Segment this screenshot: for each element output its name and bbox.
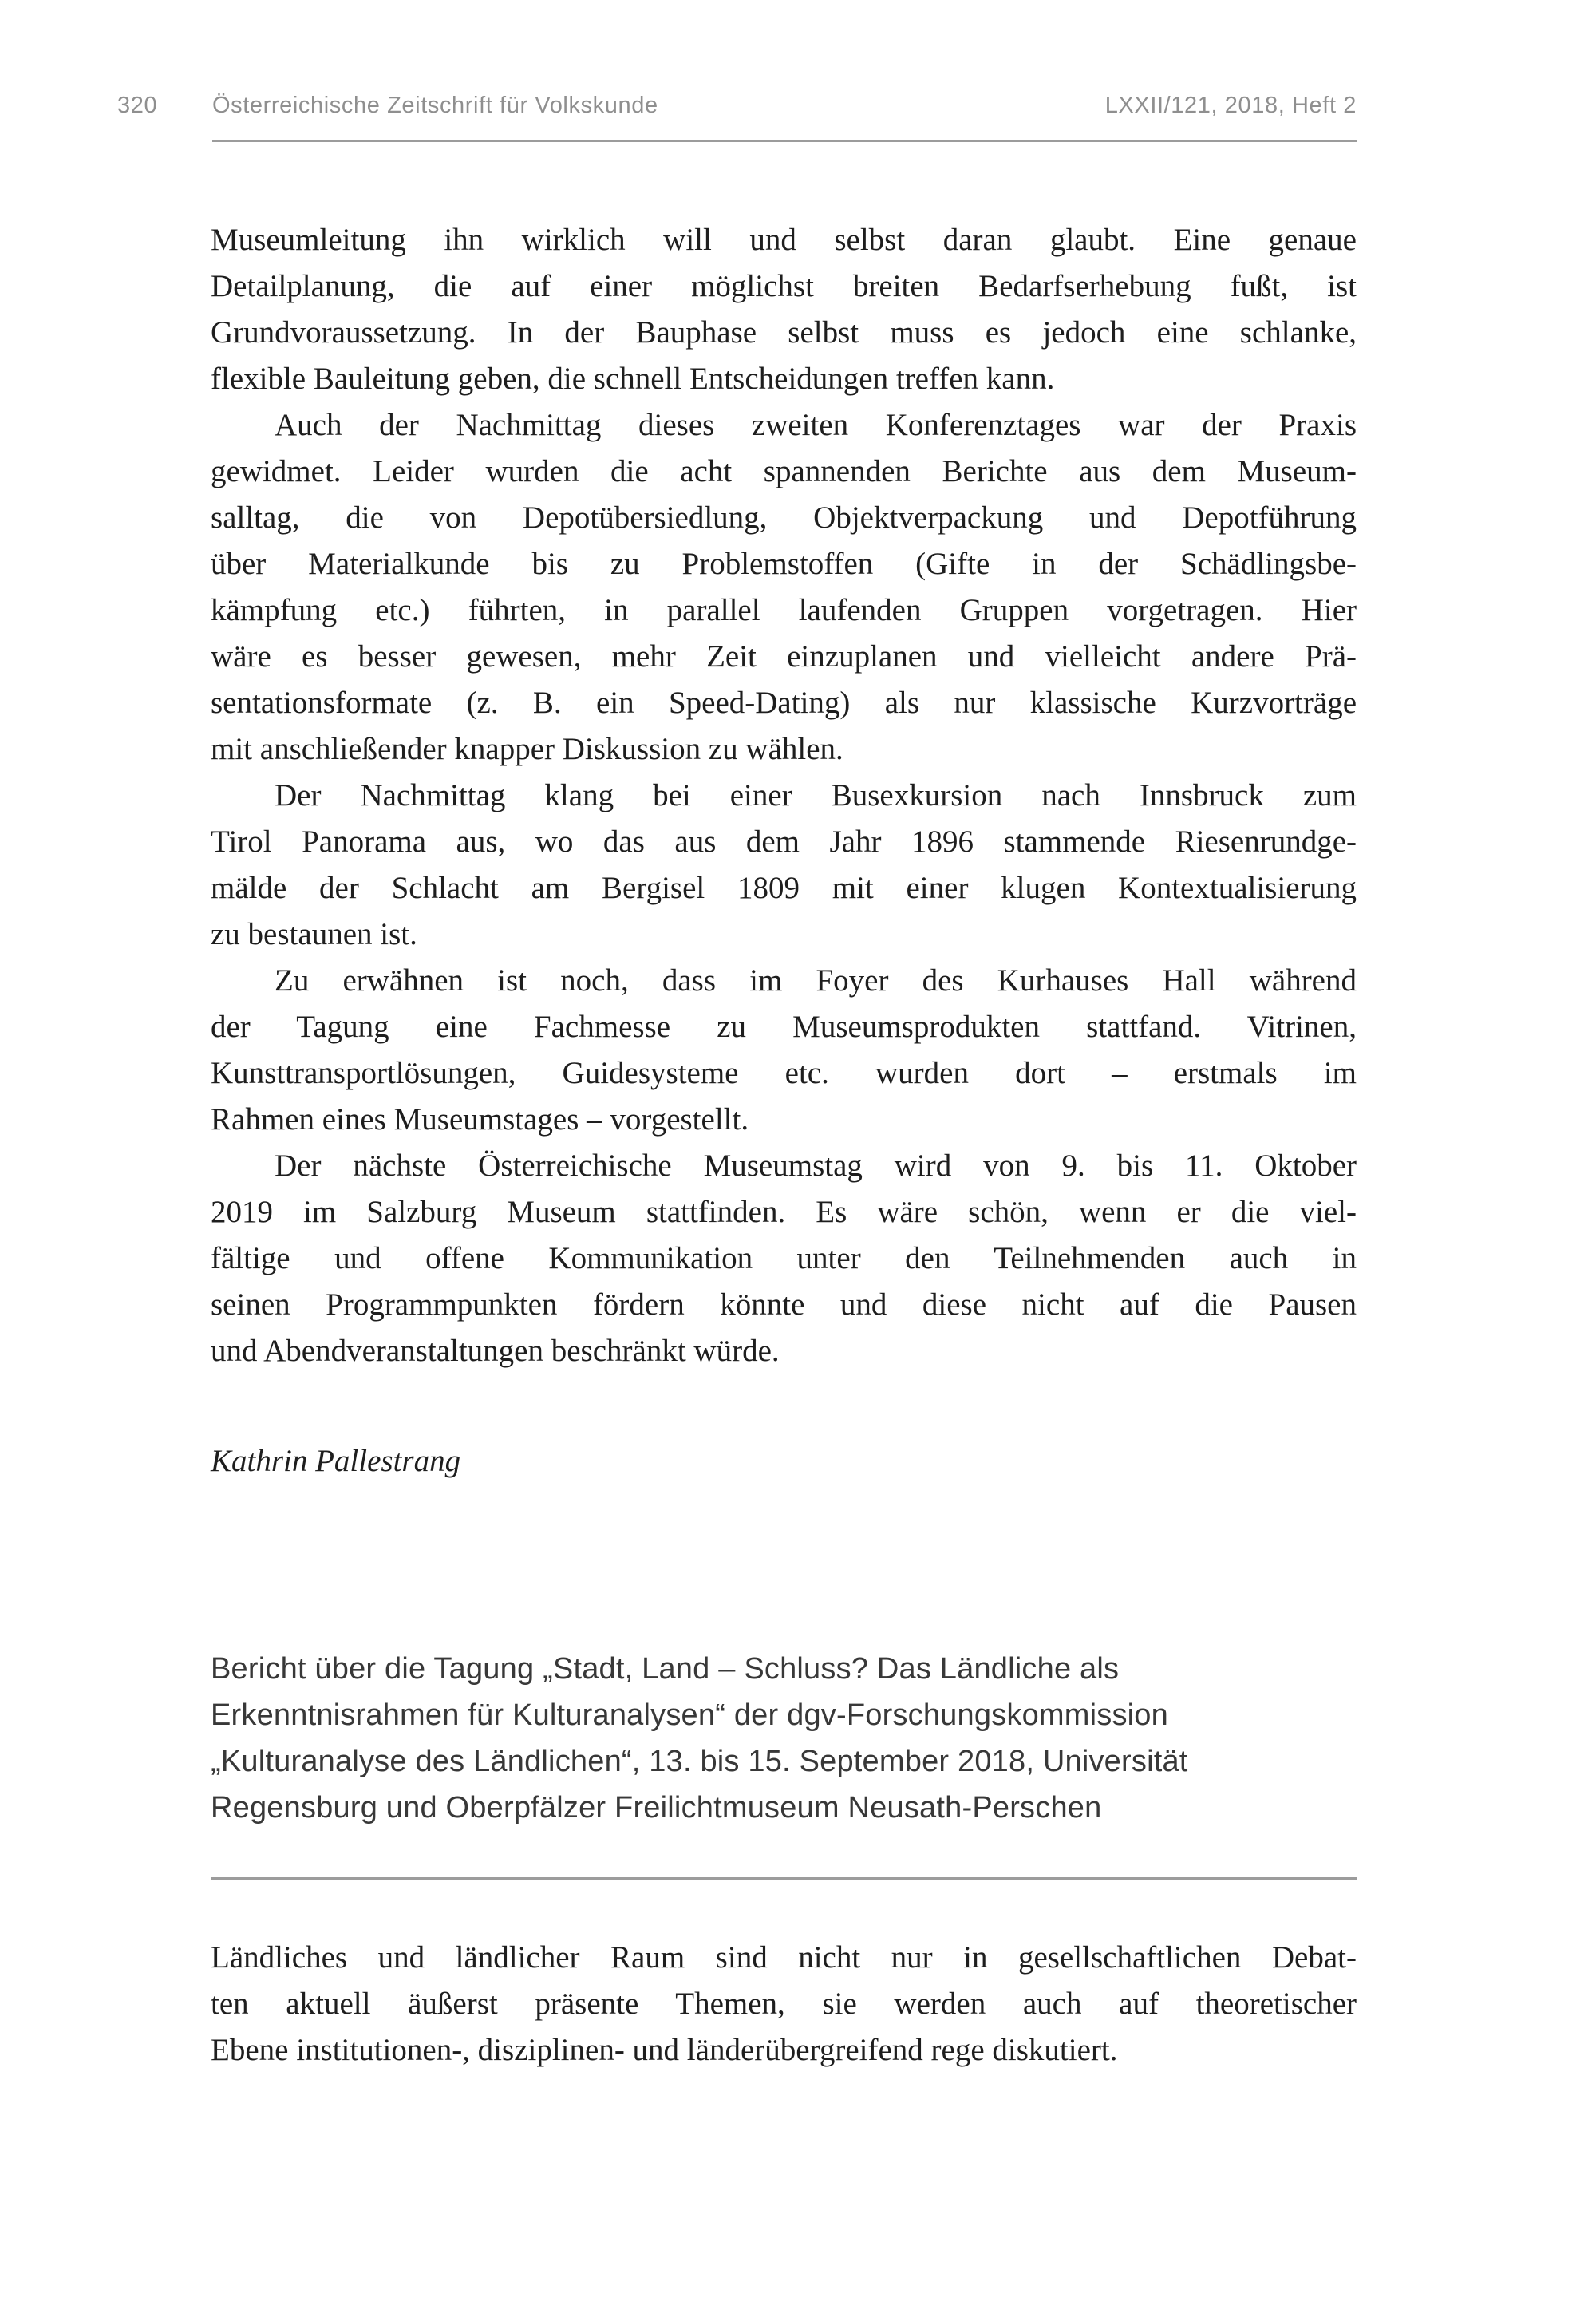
paragraph <box>211 773 1357 958</box>
heading-line: Bericht über die Tagung „Stadt, Land – Schluss? Das Ländliche als <box>211 1652 1120 1686</box>
body-line: wäre es besser gewesen, mehr Zeit einzuplanen und vielleicht andere Prä- <box>211 639 1357 674</box>
paragraph <box>211 1935 1357 2074</box>
body-line: ten aktuell äußerst präsente Themen, sie werden auch auf theoretischer <box>211 1987 1357 2021</box>
heading-line: „Kulturanalyse des Ländlichen“, 13. bis 15. September 2018, Universität <box>211 1745 1188 1778</box>
journal-title: Österreichische Zeitschrift für Volkskunde <box>212 93 658 118</box>
body-line: 2019 im Salzburg Museum stattfinden. Es wäre schön, wenn er die viel- <box>211 1195 1357 1229</box>
body-line: Museumleitung ihn wirklich will und selbst daran glaubt. Eine genaue <box>211 223 1357 257</box>
paragraph <box>211 958 1357 1143</box>
intro-paragraph <box>211 1935 1357 2074</box>
body-line: und Abendveranstaltungen beschränkt würde. <box>211 1334 780 1368</box>
page-number: 320 <box>117 93 158 118</box>
body-line: Der Nachmittag klang bei einer Busexkursion nach Innsbruck zum <box>275 778 1357 812</box>
section-rule <box>211 1877 1357 1880</box>
body-line: mit anschließender knapper Diskussion zu wählen. <box>211 732 843 766</box>
paragraph <box>211 217 1357 402</box>
body-line: flexible Bauleitung geben, die schnell Entscheidungen treffen kann. <box>211 362 1055 396</box>
header-rule <box>212 140 1357 142</box>
running-head <box>0 89 1596 121</box>
body-line: salltag, die von Depotübersiedlung, Objektverpackung und Depotführung <box>211 500 1357 535</box>
issue-info: LXXII/121, 2018, Heft 2 <box>1104 93 1357 118</box>
body-line: der Tagung eine Fachmesse zu Museumsprodukten stattfand. Vitrinen, <box>211 1010 1357 1044</box>
body-line: Kunsttransportlösungen, Guidesysteme etc. wurden dort – erstmals im <box>211 1056 1357 1090</box>
body-line: Zu erwähnen ist noch, dass im Foyer des Kurhauses Hall während <box>275 963 1357 998</box>
body-line: Rahmen eines Museumstages – vorgestellt. <box>211 1102 749 1137</box>
body-line: sentationsformate (z. B. ein Speed-Dating) als nur klassische Kurzvorträge <box>211 686 1357 720</box>
body-line: Tirol Panorama aus, wo das aus dem Jahr 1896 stammende Riesenrundge- <box>211 824 1357 859</box>
body-line: zu bestaunen ist. <box>211 917 417 951</box>
body-line: Detailplanung, die auf einer möglichst breiten Bedarfserhebung fußt, ist <box>211 269 1357 303</box>
body-line: Ebene institutionen-, disziplinen- und länderübergreifend rege diskutiert. <box>211 2033 1118 2067</box>
body-line: über Materialkunde bis zu Problemstoffen (Gifte in der Schädlingsbe- <box>211 547 1357 581</box>
body-line: seinen Programmpunkten fördern könnte und diese nicht auf die Pausen <box>211 1287 1357 1322</box>
paragraph <box>211 402 1357 773</box>
body-line: kämpfung etc.) führten, in parallel laufenden Gruppen vorgetragen. Hier <box>211 593 1357 627</box>
body-line: Auch der Nachmittag dieses zweiten Konferenztages war der Praxis <box>275 408 1357 442</box>
body-line: Der nächste Österreichische Museumstag wird von 9. bis 11. Oktober <box>275 1149 1357 1183</box>
body-line: Ländliches und ländlicher Raum sind nicht nur in gesellschaftlichen Debat- <box>211 1940 1357 1975</box>
report-body <box>211 217 1357 1374</box>
body-line: fältige und offene Kommunikation unter den Teilnehmenden auch in <box>211 1241 1357 1275</box>
body-line: Grundvoraussetzung. In der Bauphase selbst muss es jedoch eine schlanke, <box>211 315 1357 350</box>
body-line: mälde der Schlacht am Bergisel 1809 mit einer klugen Kontextualisierung <box>211 871 1357 905</box>
section-heading <box>211 1646 1357 1831</box>
paragraph <box>211 1143 1357 1374</box>
body-line: gewidmet. Leider wurden die acht spannenden Berichte aus dem Museum- <box>211 454 1357 488</box>
heading-line: Regensburg und Oberpfälzer Freilichtmuseum Neusath-Perschen <box>211 1791 1102 1825</box>
author-name: Kathrin Pallestrang <box>211 1444 461 1478</box>
heading-line: Erkenntnisrahmen für Kulturanalysen“ der dgv-Forschungskommission <box>211 1698 1168 1732</box>
